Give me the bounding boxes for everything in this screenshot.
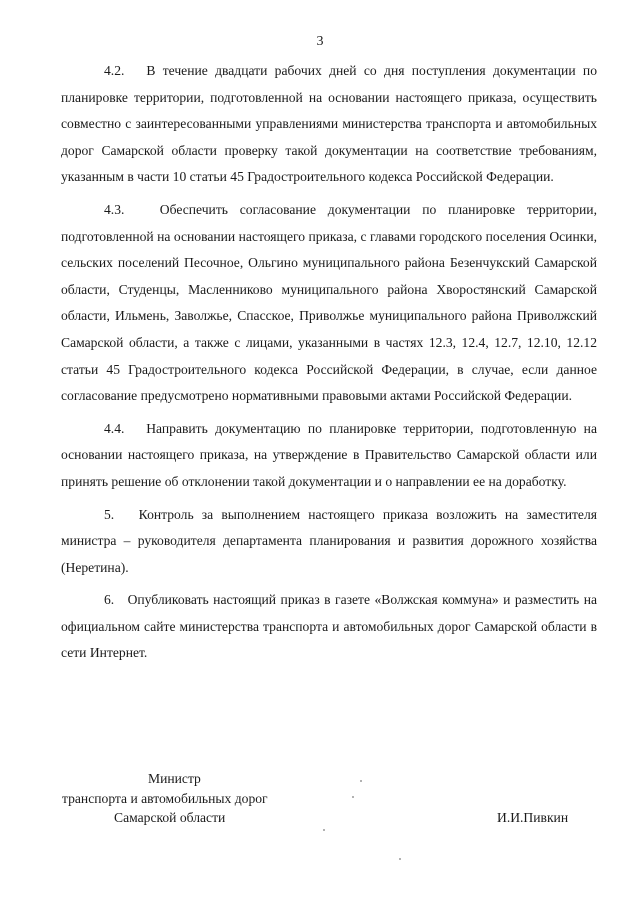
- page-number: 3: [316, 34, 324, 49]
- paragraph-4-3: 4.3. Обеспечить согласование документации по планировке территории, подготовленной на основании настоящего приказа, с главами городского поселения Осинки, сельских поселений Песочное, Ольгино муниципального района Безенчукский Самарской области, Студенцы, Масленниково муниципального района Хворостянский Самарской области, Ильмень, Заволжье, Спасское, Приволжье муниципального района Приволжский Самарской области, а также с лицами, указанными в частях 12.3, 12.4, 12.7, 12.10, 12.12 статьи 45 Градостроительного кодекса Российской Федерации, в случае, если данное согласование предусмотрено нормативными правовыми актами Российской Федерации.: [61, 201, 597, 404]
- document-body: [61, 58, 597, 667]
- scan-speck: [360, 780, 362, 782]
- paragraph-6: 6. Опубликовать настоящий приказ в газете «Волжская коммуна» и разместить на официальном сайте министерства транспорта и автомобильных дорог Самарской области в сети Интернет.: [61, 592, 597, 661]
- signatory-title-line-1: Министр: [148, 771, 201, 786]
- signatory-name: И.И.Пивкин: [497, 810, 569, 825]
- paragraph-5: 5. Контроль за выполнением настоящего приказа возложить на заместителя министра – руководителя департамента планирования и развития дорожного хозяйства (Неретина).: [61, 506, 597, 575]
- signatory-title-line-3: Самарской области: [114, 810, 226, 825]
- scan-speck: [323, 829, 325, 831]
- scan-speck: [399, 858, 401, 860]
- signatory-title-line-2: транспорта и автомобильных дорог: [62, 791, 268, 806]
- paragraph-4-4: 4.4. Направить документацию по планировке территории, подготовленную на основании настоящего приказа, на утверждение в Правительство Самарской области или принять решение об отклонении такой документации и о направлении ее на доработку.: [61, 420, 597, 489]
- scan-speck: [352, 796, 354, 798]
- paragraph-4-2: 4.2. В течение двадцати рабочих дней со дня поступления документации по планировке территории, подготовленной на основании настоящего приказа, осуществить совместно с заинтересованными управлениями министерства транспорта и автомобильных дорог Самарской области проверку такой документации на соответствие требованиям, указанным в части 10 статьи 45 Градостроительного кодекса Российской Федерации.: [61, 63, 597, 185]
